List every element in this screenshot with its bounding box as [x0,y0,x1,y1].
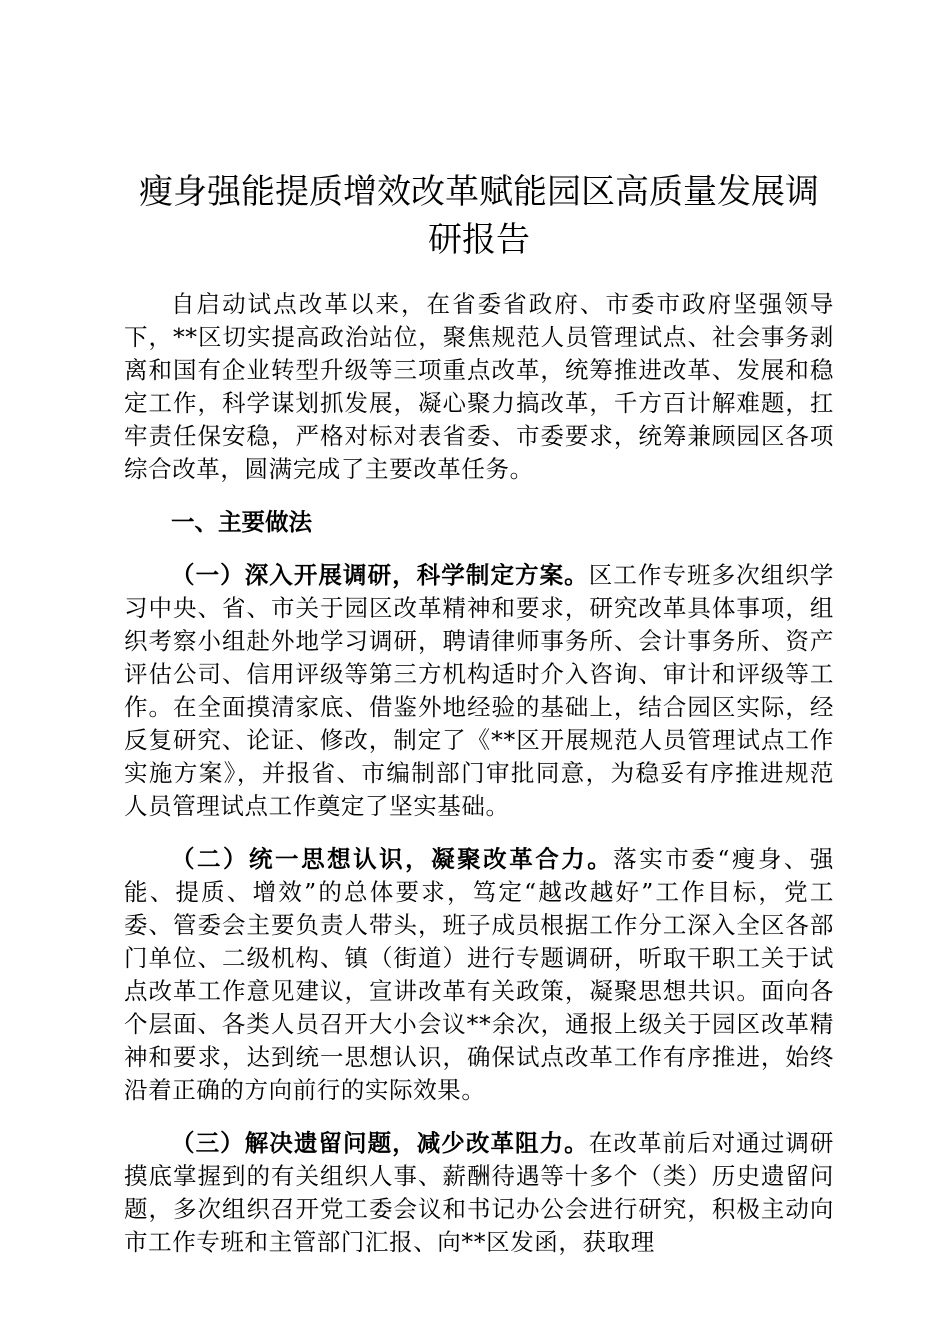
item-lead-1: （一）深入开展调研，科学制定方案。 [171,561,589,589]
item-paragraph-3 [124,1127,834,1259]
item-lead-2: （二）统一思想认识，凝聚改革合力。 [171,845,614,873]
document-page [124,168,834,1259]
item-body-2: 落实市委“瘦身、强能、提质、增效”的总体要求，笃定“越改越好”工作目标，党工委、管委会主要负责人带头，班子成员根据工作分工深入全区各部门单位、二级机构、镇（街道）进行专题调研，听取干职工关于试点改革工作意见建议，宣讲改革有关政策，凝聚思想共识。面向各个层面、各类人员召开大小会议**余次，通报上级关于园区改革精神和要求，达到统一思想认识，确保试点改革工作有序推进，始终沿着正确的方向前行的实际效果。 [124,845,834,1104]
item-body-3: 在改革前后对通过调研摸底掌握到的有关组织人事、薪酬待遇等十多个（类）历史遗留问题，多次组织召开党工委会议和书记办公会进行研究，积极主动向市工作专班和主管部门汇报、向**区发函，获取理 [124,1129,835,1256]
item-body-1: 区工作专班多次组织学习中央、省、市关于园区改革精神和要求，研究改革具体事项，组织考察小组赴外地学习调研，聘请律师事务所、会计事务所、资产评估公司、信用评级等第三方机构适时介入咨询、审计和评级等工作。在全面摸清家底、借鉴外地经验的基础上，结合园区实际，经反复研究、论证、修改，制定了《**区开展规范人员管理试点工作实施方案》，并报省、市编制部门审批同意，为稳妥有序推进规范人员管理试点工作奠定了坚实基础。 [124,561,835,820]
item-paragraph-2 [124,843,834,1107]
intro-paragraph: 自启动试点改革以来，在省委省政府、市委市政府坚强领导下，**区切实提高政治站位，聚焦规范人员管理试点、社会事务剥离和国有企业转型升级等三项重点改革，统筹推进改革、发展和稳定工作，科学谋划抓发展，凝心聚力搞改革，千方百计解难题，扛牢责任保安稳，严格对标对表省委、市委要求，统筹兼顾园区各项综合改革，圆满完成了主要改革任务。 [124,290,834,483]
section-heading: 一、主要做法 [171,508,312,536]
item-paragraph-1 [124,559,834,823]
item-lead-3: （三）解决遗留问题，减少改革阻力。 [171,1129,589,1157]
document-title: 瘦身强能提质增效改革赋能园区高质量发展调研报告 [139,172,819,260]
